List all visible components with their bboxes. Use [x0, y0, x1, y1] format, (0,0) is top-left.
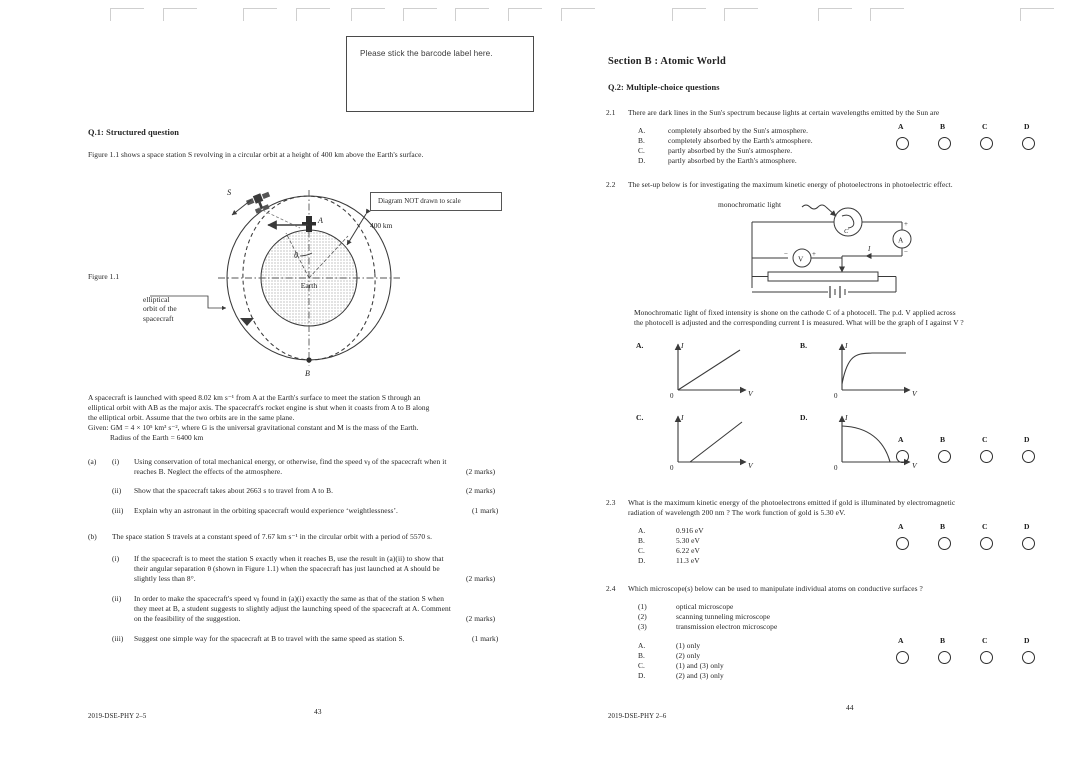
bubble-c[interactable] — [980, 450, 993, 463]
q2-4-number: 2.4 — [606, 584, 616, 593]
graph-b-x-axis-label: V — [912, 389, 917, 398]
svg-text:+: + — [812, 250, 816, 258]
graph-c-origin-label: 0 — [670, 464, 674, 472]
part-b-ii-number: (ii) — [112, 594, 122, 603]
part-b-ii-line-2: they meet at B, a student suggests to slightly adjust the launching speed of the spacecraft at A. Comment — [134, 604, 451, 613]
q2-3-option-a-letter: A. — [638, 526, 646, 535]
height-400km-label: 400 km — [370, 221, 393, 230]
bubble-a[interactable] — [896, 450, 909, 463]
part-b-iii-number: (iii) — [112, 634, 124, 643]
graph-a-origin-label: 0 — [670, 392, 674, 400]
svg-text:−: − — [784, 250, 788, 258]
graph-option-a-letter: A. — [636, 341, 644, 350]
graph-option-d — [828, 410, 938, 472]
q2-title: Q.2: Multiple-choice questions — [608, 83, 720, 92]
part-a-i-marks: (2 marks) — [466, 467, 496, 476]
q2-4-option-d-text: (2) and (3) only — [676, 671, 724, 680]
right-page-number: 44 — [846, 703, 854, 712]
q1-stem-line-5: Radius of the Earth = 6400 km — [110, 433, 204, 442]
figure-caption: Figure 1.1 — [88, 272, 120, 281]
q2-1-number: 2.1 — [606, 108, 616, 117]
q2-2-body-line-1: Monochromatic light of fixed intensity is shone on the cathode C of a photocell. The p.d. V applied across — [634, 308, 956, 317]
graph-d-x-axis-label: V — [912, 461, 917, 470]
graph-option-a — [664, 338, 774, 400]
q2-3-stem-line-1: What is the maximum kinetic energy of the photoelectrons emitted if gold is illuminated by electromagnetic — [628, 498, 956, 507]
part-a-ii-line-1: Show that the spacecraft takes about 2663 s to travel from A to B. — [134, 486, 334, 495]
bubble-d[interactable] — [1022, 450, 1035, 463]
graph-c-y-axis-label: I — [681, 413, 684, 422]
part-a-iii-line-1: Explain why an astronaut in the orbiting spacecraft would experience ‘weightlessness’. — [134, 506, 398, 515]
q2-3-option-b-text: 5.30 eV — [676, 536, 700, 545]
graph-c-x-axis-label: V — [748, 461, 753, 470]
q2-3-option-d-text: 11.3 eV — [676, 556, 700, 565]
point-a-label: A — [318, 216, 323, 225]
q2-4-option-b-letter: B. — [638, 651, 645, 660]
part-b-iii-marks: (1 mark) — [472, 634, 499, 643]
monochromatic-light-label: monochromatic light — [718, 200, 782, 209]
graph-b-y-axis-label: I — [845, 341, 848, 350]
bubble-header-a: A — [898, 522, 904, 531]
bubble-header-a: A — [898, 636, 904, 645]
bubble-header-a: A — [898, 122, 904, 131]
q2-1-option-a-letter: A. — [638, 126, 646, 135]
part-b-ii-line-3: on the feasibility of the suggestion. — [134, 614, 241, 623]
q2-1-option-b-letter: B. — [638, 136, 645, 145]
bubble-a[interactable] — [896, 537, 909, 550]
section-b-title: Section B : Atomic World — [608, 56, 726, 67]
bubble-header-c: C — [982, 636, 988, 645]
graph-a-x-axis-label: V — [748, 389, 753, 398]
q2-4-option-d-letter: D. — [638, 671, 646, 680]
q2-1-option-d-letter: D. — [638, 156, 646, 165]
part-a-i-number: (i) — [112, 457, 120, 466]
graph-d-origin-label: 0 — [834, 464, 838, 472]
bubble-header-b: B — [940, 522, 946, 531]
q2-1-option-d-text: partly absorbed by the Earth's atmosphere. — [668, 156, 797, 165]
part-a-iii-number: (iii) — [112, 506, 124, 515]
bubble-c[interactable] — [980, 137, 993, 150]
q2-1-option-a-text: completely absorbed by the Sun's atmosphere. — [668, 126, 809, 135]
elliptical-orbit-annotation: elliptical orbit of the spacecraft — [143, 295, 177, 323]
q2-2-body-line-2: the photocell is adjusted and the corresponding current I is measured. What will be the graph of I against V ? — [634, 318, 964, 327]
q2-4-option-c-letter: C. — [638, 661, 645, 670]
graph-b-origin-label: 0 — [834, 392, 838, 400]
part-b-i-line-3: slightly less than 8°. — [134, 574, 196, 583]
figure-1-1-orbital-diagram — [196, 178, 496, 383]
part-b-ii-marks: (2 marks) — [466, 614, 496, 623]
q2-4-option-b-text: (2) only — [676, 651, 701, 660]
bubble-b[interactable] — [938, 537, 951, 550]
bubble-header-c: C — [982, 122, 988, 131]
bubble-header-d: D — [1024, 636, 1030, 645]
voltmeter-label: V — [798, 254, 804, 264]
q2-4-option-a-text: (1) only — [676, 641, 701, 650]
q2-4-option-c-text: (1) and (3) only — [676, 661, 724, 670]
q2-3-stem-line-2: radiation of wavelength 200 nm ? The work function of gold is 5.30 eV. — [628, 508, 846, 517]
q2-3-option-c-text: 6.22 eV — [676, 546, 700, 555]
bubble-header-b: B — [940, 636, 946, 645]
q2-4-option-a-letter: A. — [638, 641, 646, 650]
svg-text:−: − — [904, 248, 908, 256]
part-b-ii-line-1: In order to make the spacecraft's speed vᵦ found in (a)(i) exactly the same as that of the station S when — [134, 594, 444, 603]
bubble-a[interactable] — [896, 651, 909, 664]
theta-label: θ — [294, 251, 298, 260]
q1-title: Q.1: Structured question — [88, 128, 179, 137]
svg-text:+: + — [904, 220, 908, 228]
q2-4-sublist-2-number: (2) — [638, 612, 647, 621]
part-a-ii-number: (ii) — [112, 486, 122, 495]
q2-3-option-a-text: 0.916 eV — [676, 526, 704, 535]
part-b-lead-text: The space station S travels at a constant speed of 7.67 km s⁻¹ in the circular orbit with a period of 5570 s. — [112, 532, 432, 541]
bubble-header-d: D — [1024, 435, 1030, 444]
bubble-header-d: D — [1024, 122, 1030, 131]
graph-d-y-axis-label: I — [845, 413, 848, 422]
q2-4-sublist-1-text: optical microscope — [676, 602, 734, 611]
q1-intro-text: Figure 1.1 shows a space station S revolving in a circular orbit at a height of 400 km above the Earth's surface. — [88, 150, 424, 159]
right-footer-code: 2019-DSE-PHY 2–6 — [608, 713, 667, 720]
bubble-b[interactable] — [938, 651, 951, 664]
station-s-label: S — [227, 188, 232, 197]
part-b-group-label: (b) — [88, 532, 97, 541]
graph-option-b-letter: B. — [800, 341, 807, 350]
bubble-header-b: B — [940, 122, 946, 131]
part-b-i-line-1: If the spacecraft is to meet the station S exactly when it reaches B, use the result in (a)(ii) to show that — [134, 554, 444, 563]
q2-1-option-c-letter: C. — [638, 146, 645, 155]
q2-4-stem: Which microscope(s) below can be used to manipulate individual atoms on conductive surfaces ? — [628, 584, 923, 593]
bubble-header-c: C — [982, 522, 988, 531]
bubble-header-d: D — [1024, 522, 1030, 531]
q2-1-option-c-text: partly absorbed by the Sun's atmosphere. — [668, 146, 793, 155]
q2-3-option-c-letter: C. — [638, 546, 645, 555]
q2-2-number: 2.2 — [606, 180, 616, 189]
graph-option-c — [664, 410, 774, 472]
point-b-label: B — [305, 369, 310, 378]
barcode-label-box — [346, 36, 534, 112]
bubble-b[interactable] — [938, 137, 951, 150]
graph-option-c-letter: C. — [636, 413, 644, 422]
q2-3-option-b-letter: B. — [638, 536, 645, 545]
photocell-circuit-diagram — [690, 196, 930, 302]
bubble-b[interactable] — [938, 450, 951, 463]
part-a-group-label: (a) — [88, 457, 97, 466]
earth-label: Earth — [300, 281, 318, 290]
part-b-i-marks: (2 marks) — [466, 574, 496, 583]
part-b-iii-line-1: Suggest one simple way for the spacecraft at B to travel with the same speed as station S. — [134, 634, 405, 643]
graph-option-d-letter: D. — [800, 413, 808, 422]
bubble-header-c: C — [982, 435, 988, 444]
bubble-d[interactable] — [1022, 651, 1035, 664]
not-to-scale-text: Diagram NOT drawn to scale — [378, 197, 461, 205]
bubble-d[interactable] — [1022, 137, 1035, 150]
part-a-ii-marks: (2 marks) — [466, 486, 496, 495]
bubble-a[interactable] — [896, 137, 909, 150]
left-page-number: 43 — [314, 707, 322, 716]
bubble-c[interactable] — [980, 537, 993, 550]
part-b-i-line-2: their angular separation θ (shown in Figure 1.1) when the spacecraft has just launched at A should be — [134, 564, 440, 573]
barcode-instruction-text: Please stick the barcode label here. — [360, 49, 493, 58]
part-a-i-line-2: reaches B. Neglect the effects of the atmosphere. — [134, 467, 283, 476]
q2-4-sublist-3-number: (3) — [638, 622, 647, 631]
q2-4-sublist-1-number: (1) — [638, 602, 647, 611]
q1-stem-line-2: elliptical orbit with AB as the major axis. The spacecraft's rocket engine is shut when it coasts from A to B along — [88, 403, 430, 412]
q2-2-stem: The set-up below is for investigating the maximum kinetic energy of photoelectrons in photoelectric effect. — [628, 180, 953, 189]
left-footer-code: 2019-DSE-PHY 2–5 — [88, 713, 147, 720]
space-station-icon — [245, 190, 274, 215]
bubble-header-a: A — [898, 435, 904, 444]
q1-stem-line-3: the elliptical orbit. Assume that the two orbits are in the same plane. — [88, 413, 295, 422]
q2-4-sublist-2-text: scanning tunneling microscope — [676, 612, 771, 621]
graph-a-y-axis-label: I — [681, 341, 684, 350]
q1-stem-line-4: Given: GM = 4 × 10⁵ km³ s⁻², where G is the universal gravitational constant and M is the mass of the Earth. — [88, 423, 419, 432]
ammeter-label: A — [898, 235, 904, 245]
q2-3-number: 2.3 — [606, 498, 616, 507]
bubble-c[interactable] — [980, 651, 993, 664]
current-i-label: I — [868, 245, 871, 253]
graph-option-b — [828, 338, 938, 400]
q2-1-stem: There are dark lines in the Sun's spectrum because lights at certain wavelengths emitted by the Sun are — [628, 108, 940, 117]
scanner-crop-marks — [0, 0, 1080, 30]
cathode-c-label: C — [844, 228, 849, 235]
part-b-i-number: (i) — [112, 554, 120, 563]
bubble-d[interactable] — [1022, 537, 1035, 550]
q2-1-option-b-text: completely absorbed by the Earth's atmosphere. — [668, 136, 813, 145]
part-a-iii-marks: (1 mark) — [472, 506, 499, 515]
part-a-i-line-1: Using conservation of total mechanical energy, or otherwise, find the speed vᵦ of the spacecraft when it — [134, 457, 447, 466]
q1-stem-line-1: A spacecraft is launched with speed 8.02 km s⁻¹ from A at the Earth's surface to meet the station S through an — [88, 393, 421, 402]
q2-3-option-d-letter: D. — [638, 556, 646, 565]
q2-4-sublist-3-text: transmission electron microscope — [676, 622, 778, 631]
bubble-header-b: B — [940, 435, 946, 444]
